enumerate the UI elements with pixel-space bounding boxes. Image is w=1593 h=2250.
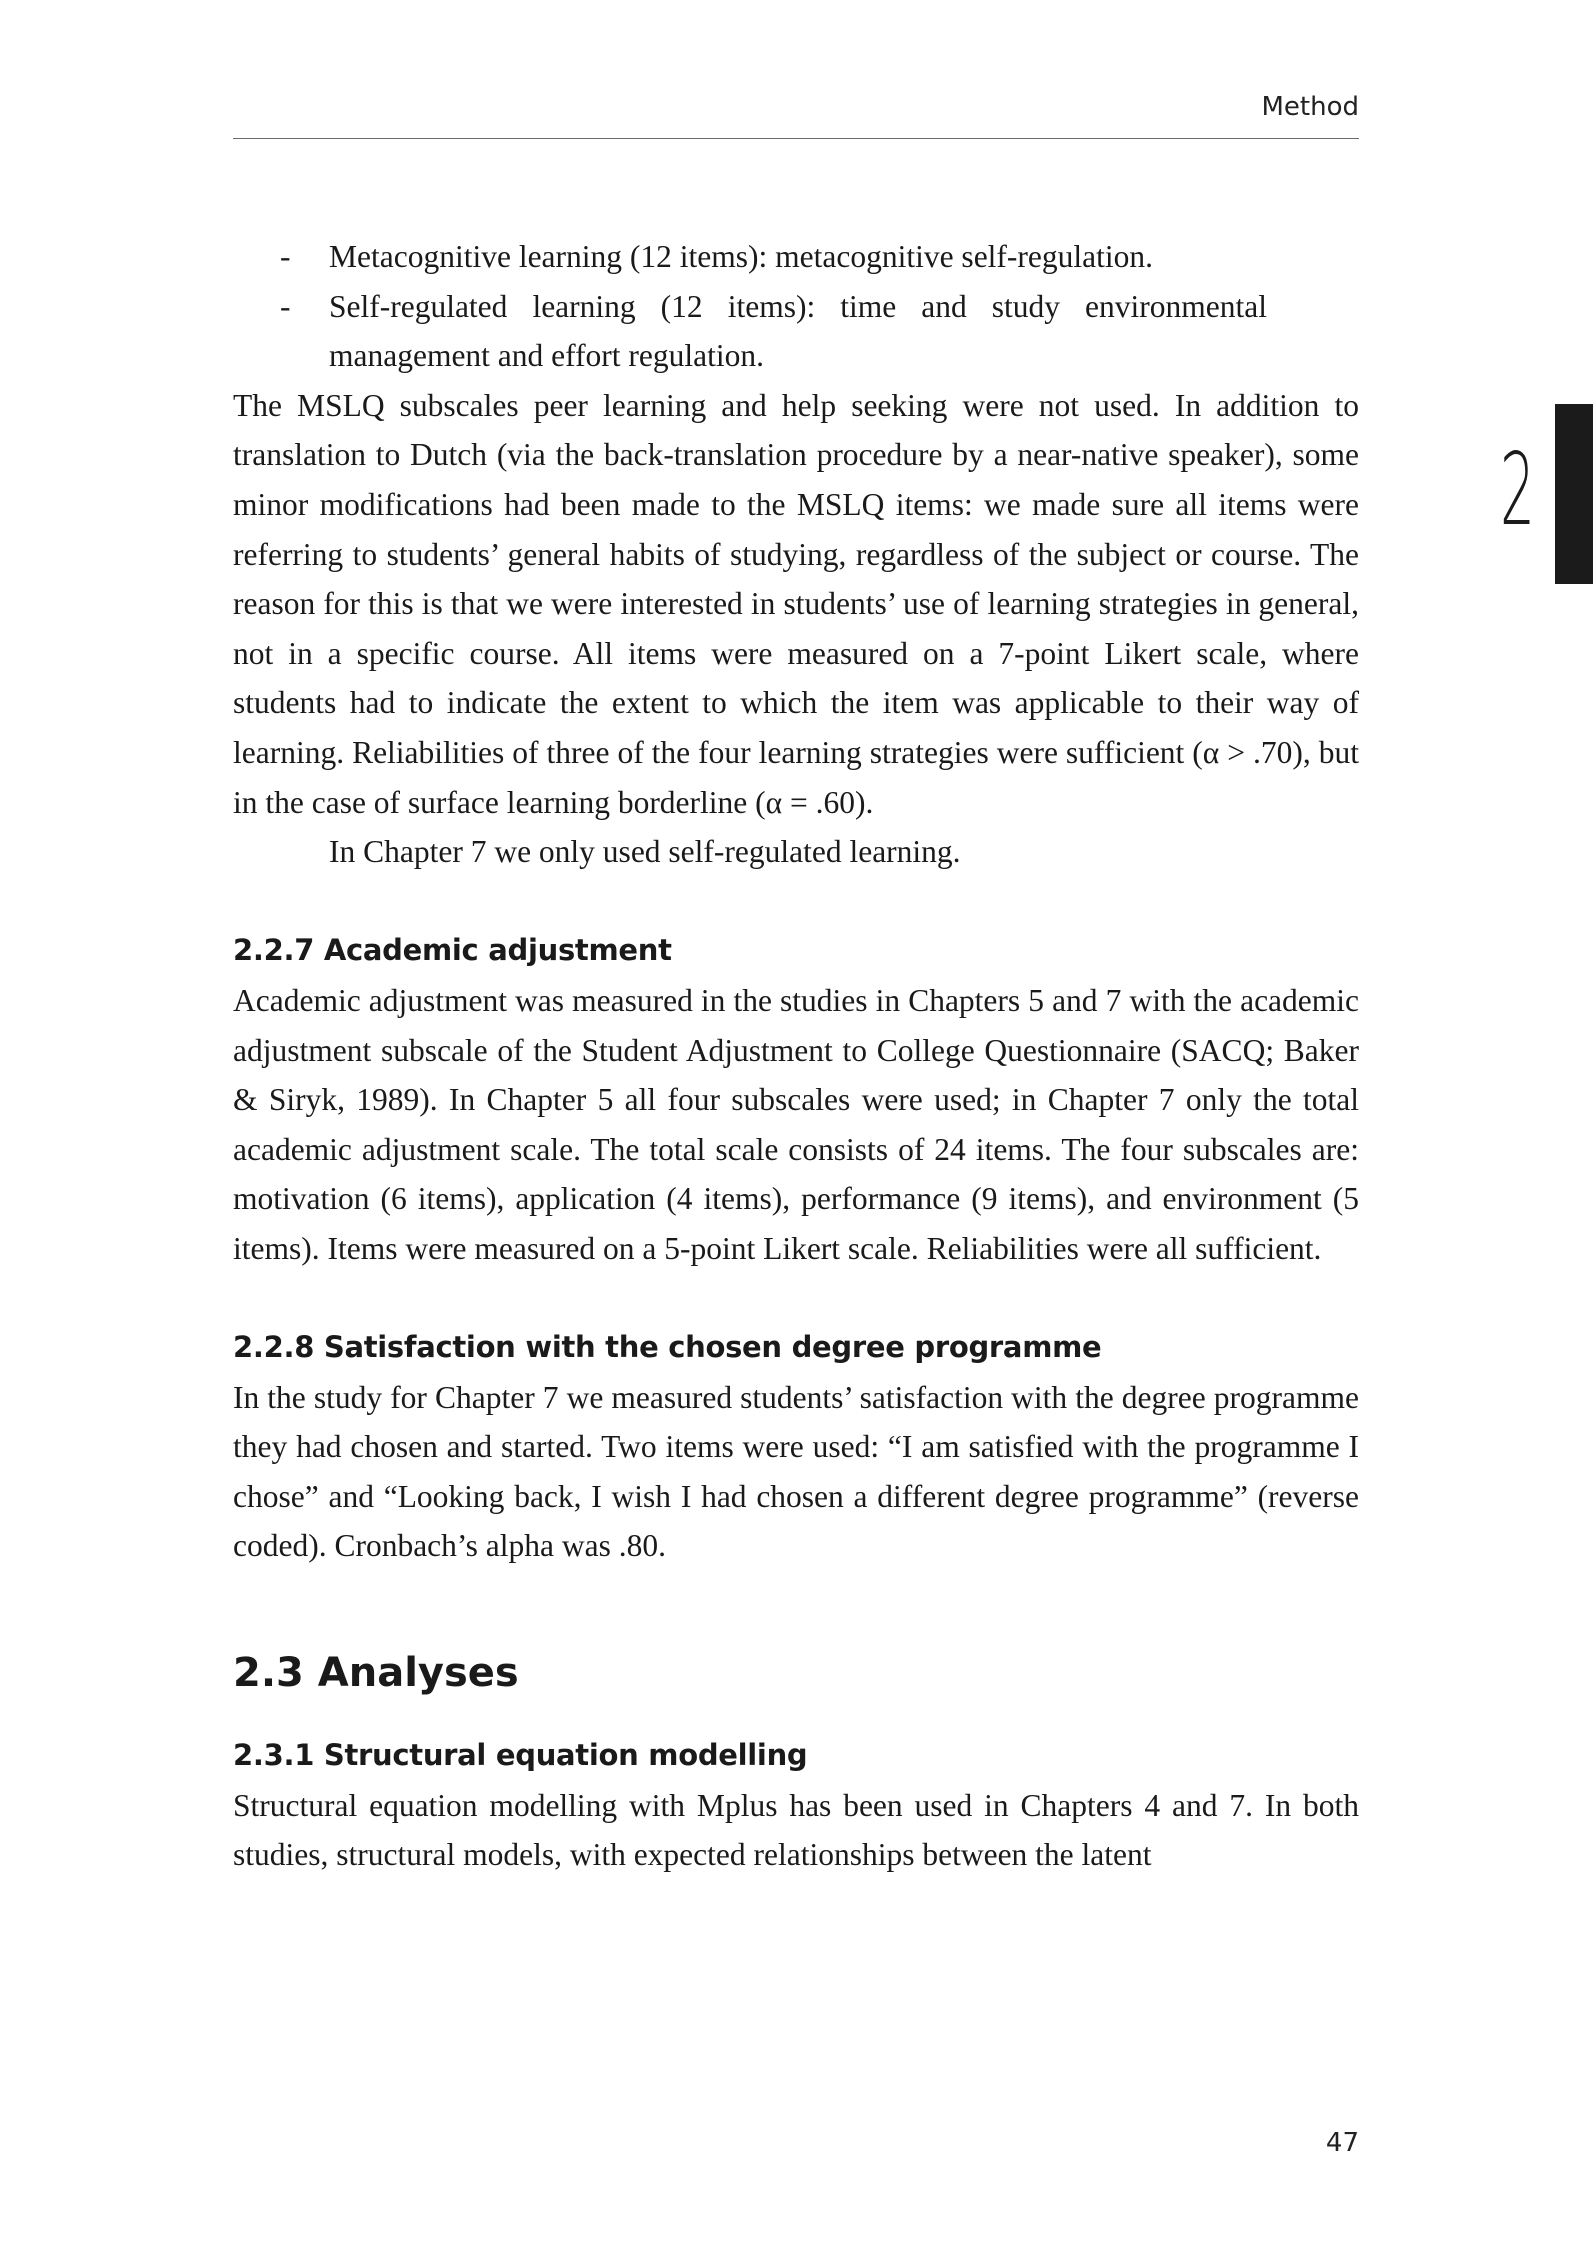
mslq-paragraph: The MSLQ subscales peer learning and help seeking were not used. In addition to translation to Dutch (via the back-translation procedure by a near-native speaker), some minor modifications had been made to the MSLQ items: we made sure all items were referring to students’ general habits of studying, regardless of the subject or course. The reason for this is that we were interested in students’ use of learning strategies in general, not in a specific course. All items were measured on a 7-point Likert scale, where students had to indicate the extent to which the item was applicable to their way of learning. Reliabilities of three of the four learning strategies were sufficient (α > .70), but in the case of surface learning borderline (α = .60).	[233, 387, 1359, 820]
page-number: 47	[1325, 2128, 1359, 2158]
satisfaction-paragraph: In the study for Chapter 7 we measured students’ satisfaction with the degree programme they had chosen and started. Two items were used: “I am satisfied with the programme I chose” and “Looking back, I wish I had chosen a different degree programme” (reverse coded). Cronbach’s alpha was .80.	[233, 1379, 1359, 1564]
heading-analyses: 2.3 Analyses	[233, 1650, 519, 1697]
learning-strategy-list	[233, 232, 1359, 381]
chapter-number: 2	[1500, 431, 1535, 548]
chapter-thumb-tab	[1555, 404, 1593, 584]
bullet-dash: -	[280, 288, 291, 324]
list-item-text: Self-regulated learning (12 items): time and study environmental management and effort regulation.	[329, 288, 1267, 374]
academic-adjustment-paragraph: Academic adjustment was measured in the studies in Chapters 5 and 7 with the academic adjustment subscale of the Student Adjustment to College Questionnaire (SACQ; Baker & Siryk, 1989). In Chapter 5 all four subscales were used; in Chapter 7 only the total academic adjustment scale. The total scale consists of 24 items. The four subscales are: motivation (6 items), application (4 items), performance (9 items), and environment (5 items). Items were measured on a 5-point Likert scale. Reliabilities were all sufficient.	[233, 982, 1359, 1266]
page-body	[233, 232, 1359, 1880]
heading-sem: 2.3.1 Structural equation modelling	[233, 1738, 808, 1773]
chapter7-paragraph: In Chapter 7 we only used self-regulated learning.	[329, 834, 961, 870]
heading-academic-adjustment: 2.2.7 Academic adjustment	[233, 933, 672, 968]
running-header-title: Method	[1261, 92, 1359, 122]
running-header	[233, 92, 1359, 139]
heading-satisfaction: 2.2.8 Satisfaction with the chosen degree programme	[233, 1330, 1102, 1365]
list-item-text: Metacognitive learning (12 items): metacognitive self-regulation.	[329, 239, 1153, 274]
bullet-dash: -	[280, 239, 291, 274]
list-item	[233, 282, 1359, 381]
list-item	[233, 232, 1359, 282]
sem-paragraph: Structural equation modelling with Mplus has been used in Chapters 4 and 7. In both studies, structural models, with expected relationships between the latent	[233, 1787, 1359, 1873]
